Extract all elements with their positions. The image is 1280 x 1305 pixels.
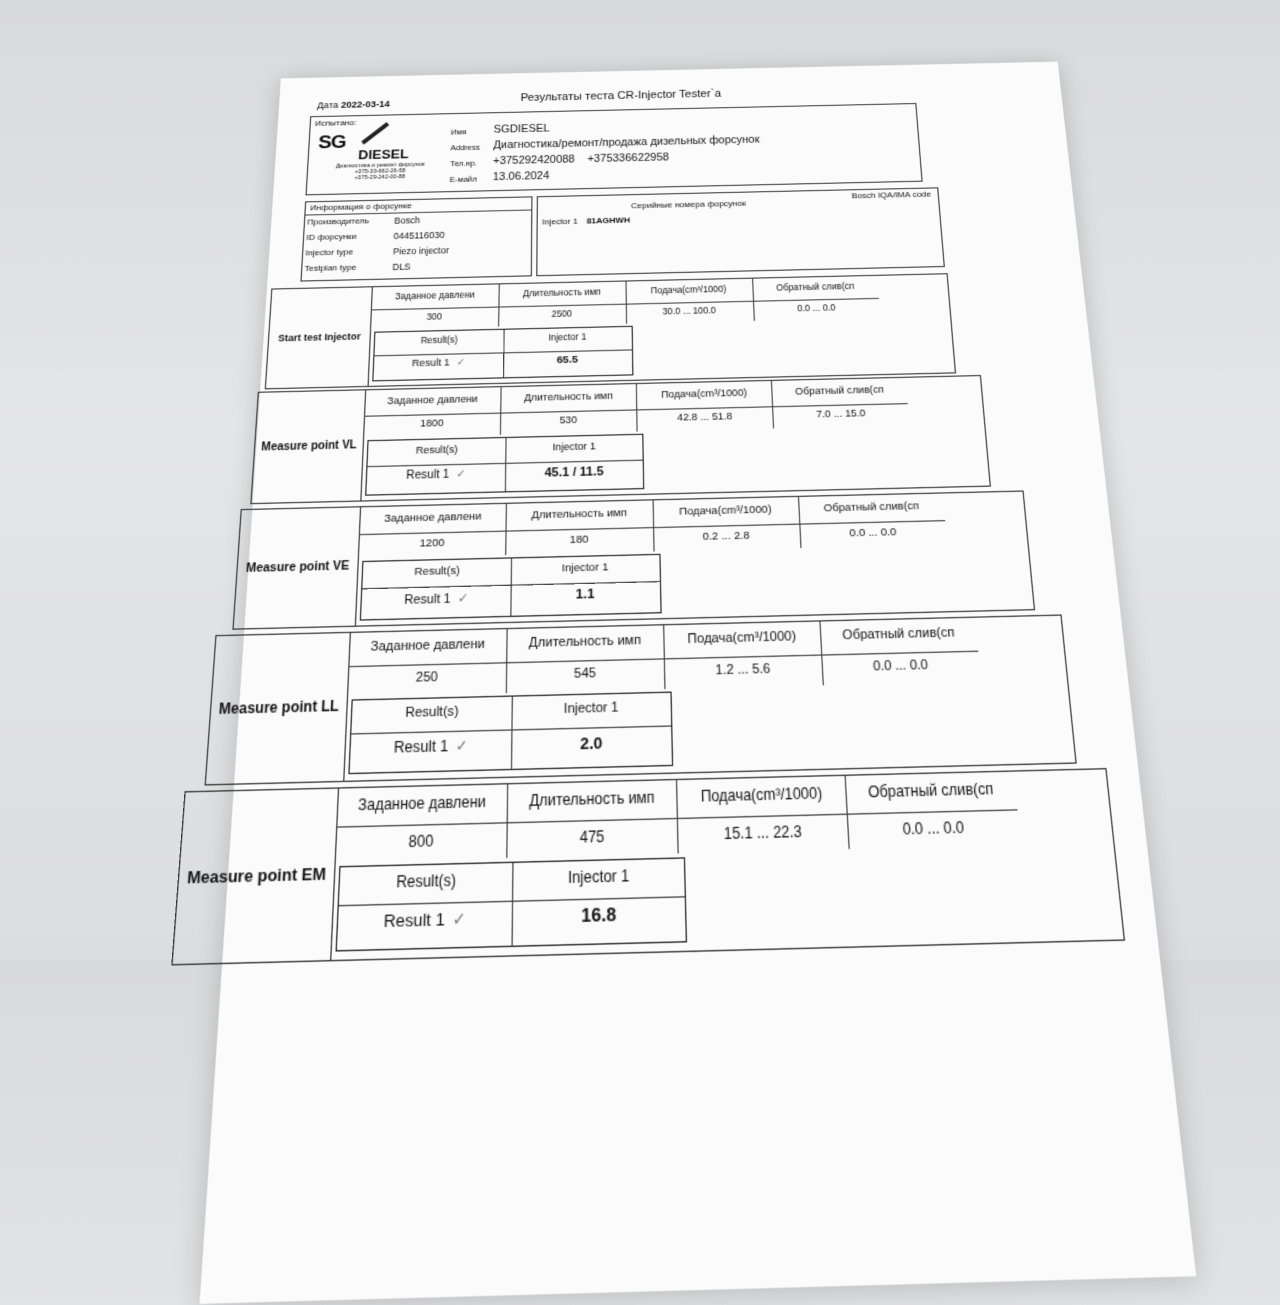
injector-header: Injector 1 bbox=[567, 866, 630, 887]
injector-info-box: Информация о форсунке Производитель Bosch ID форсунки 0445116030 Injector type Piezo injector Testplan type DLS bbox=[300, 196, 532, 281]
results-table bbox=[372, 326, 633, 382]
injector-info-title: Информация о форсунке bbox=[309, 201, 413, 213]
column-header: Подача(cm³/1000) bbox=[660, 386, 748, 400]
email-value: 13.06.2024 bbox=[492, 169, 550, 184]
results-table bbox=[348, 692, 673, 774]
results-header: Result(s) bbox=[415, 443, 458, 456]
test-section bbox=[250, 375, 991, 504]
name-value: SGDIESEL bbox=[493, 122, 550, 136]
results-divider bbox=[512, 863, 514, 946]
result-label bbox=[367, 467, 505, 483]
serial-numbers-header: Серийные номера форсунок bbox=[630, 198, 747, 211]
results-table bbox=[365, 434, 644, 496]
results-divider bbox=[511, 558, 513, 615]
column-value: 0.0 ... 0.0 bbox=[797, 302, 836, 314]
injector-header: Injector 1 bbox=[548, 332, 587, 343]
section-name: Measure point VL bbox=[252, 390, 367, 503]
column-header: Заданное давлени bbox=[394, 289, 475, 302]
section-name: Measure point EM bbox=[173, 789, 339, 964]
test-section bbox=[232, 490, 1035, 629]
name-label: Имя bbox=[450, 127, 467, 137]
column-value: 180 bbox=[569, 533, 589, 547]
column-value: 1800 bbox=[420, 417, 444, 430]
column-value: 1.2 ... 5.6 bbox=[715, 661, 771, 678]
injector-type-value: Piezo injector bbox=[392, 245, 450, 257]
column-value: 800 bbox=[408, 831, 434, 851]
phone-label: Тел.нр. bbox=[449, 158, 477, 169]
column-header: Заданное давлени bbox=[383, 510, 482, 526]
manufacturer-value: Bosch bbox=[394, 215, 421, 226]
column-header: Длительность имп bbox=[528, 633, 642, 651]
column-header: Подача(cm³/1000) bbox=[678, 503, 772, 519]
report-date: Дата 2022-03-14 bbox=[316, 99, 390, 111]
column-header: Длительность имп bbox=[529, 788, 655, 811]
report-title: Результаты теста CR-Injector Tester`a bbox=[520, 88, 722, 104]
section-name: Measure point LL bbox=[206, 633, 351, 784]
result-label bbox=[374, 356, 503, 371]
results-divider bbox=[503, 330, 505, 378]
column-header: Обратный слив(сп bbox=[867, 780, 994, 802]
results-header: Result(s) bbox=[404, 704, 459, 721]
injector-icon bbox=[361, 122, 389, 144]
result-value: 1.1 bbox=[575, 587, 595, 603]
results-header: Result(s) bbox=[420, 335, 458, 346]
column-divider bbox=[506, 629, 508, 693]
check-icon: ✓ bbox=[456, 467, 467, 481]
column-value: 530 bbox=[559, 414, 578, 427]
column-value: 30.0 ... 100.0 bbox=[662, 305, 717, 317]
address-value: Диагностика/ремонт/продажа дизельных форсунок bbox=[493, 133, 760, 152]
result-name: Result 1 bbox=[406, 468, 450, 482]
section-name: Start test Injector bbox=[266, 287, 373, 388]
test-section bbox=[171, 768, 1125, 965]
result-label bbox=[350, 736, 511, 758]
column-header: Длительность имп bbox=[522, 286, 601, 299]
test-section bbox=[205, 614, 1077, 785]
column-value: 0.0 ... 0.0 bbox=[901, 817, 965, 838]
column-header: Подача(cm³/1000) bbox=[687, 629, 797, 647]
check-icon: ✓ bbox=[457, 591, 469, 607]
column-value: 300 bbox=[426, 311, 443, 322]
injector-id-value: 0445116030 bbox=[393, 229, 445, 242]
results-divider bbox=[511, 697, 513, 769]
column-value: 0.2 ... 2.8 bbox=[702, 529, 750, 544]
results-divider bbox=[505, 438, 507, 491]
column-header: Заданное давлени bbox=[387, 393, 478, 407]
company-logo: SG DIESEL Диагностика и ремонт форсунок +375-33-662-26-58 +375-29-242-00-88 bbox=[313, 126, 444, 190]
column-header: Длительность имп bbox=[523, 389, 613, 404]
results-header: Result(s) bbox=[414, 564, 460, 579]
check-icon: ✓ bbox=[452, 908, 467, 930]
phone-value: +375292420088 +375336622958 bbox=[492, 151, 670, 168]
email-label: E-майл bbox=[449, 174, 478, 185]
address-label: Address bbox=[450, 142, 481, 153]
check-icon: ✓ bbox=[456, 356, 466, 368]
column-header: Подача(cm³/1000) bbox=[700, 784, 823, 806]
column-value: 250 bbox=[415, 669, 439, 686]
tested-by-box bbox=[306, 103, 923, 195]
column-value: 2500 bbox=[551, 308, 572, 319]
tested-by-label: Испытано: bbox=[314, 118, 357, 128]
results-header: Result(s) bbox=[395, 871, 457, 892]
testplan-type-value: DLS bbox=[392, 261, 411, 273]
result-value: 16.8 bbox=[581, 904, 617, 928]
column-value: 42.8 ... 51.8 bbox=[677, 410, 733, 424]
column-header: Длительность имп bbox=[531, 506, 627, 522]
column-header: Заданное давлени bbox=[370, 636, 485, 655]
column-value: 0.0 ... 0.0 bbox=[849, 525, 897, 540]
test-section bbox=[265, 273, 956, 389]
serial-numbers-box bbox=[536, 187, 945, 276]
column-header: Подача(cm³/1000) bbox=[650, 284, 727, 296]
result-name: Result 1 bbox=[404, 592, 451, 608]
result-value: 2.0 bbox=[580, 733, 603, 753]
injector-header: Injector 1 bbox=[552, 440, 596, 453]
column-value: 15.1 ... 22.3 bbox=[723, 821, 803, 843]
result-name: Result 1 bbox=[393, 737, 449, 757]
column-header: Обратный слив(сп bbox=[794, 383, 885, 397]
iqa-code-header: Bosch IQA/IMA code bbox=[851, 189, 932, 201]
injector-header: Injector 1 bbox=[561, 560, 609, 576]
serial-row: Injector 1 81AGHWH bbox=[542, 215, 631, 227]
result-name: Result 1 bbox=[411, 357, 450, 369]
test-report-sheet bbox=[186, 62, 1197, 1304]
result-label bbox=[361, 589, 510, 608]
column-value: 545 bbox=[573, 665, 597, 682]
column-header: Обратный слив(сп bbox=[775, 281, 855, 293]
column-value: 475 bbox=[579, 826, 605, 847]
result-value: 65.5 bbox=[556, 354, 579, 367]
column-value: 7.0 ... 15.0 bbox=[815, 407, 866, 421]
section-name: Measure point VE bbox=[234, 507, 361, 628]
column-header: Заданное давлени bbox=[357, 793, 487, 815]
result-value: 45.1 / 11.5 bbox=[544, 464, 604, 480]
result-label bbox=[338, 908, 512, 934]
injector-header: Injector 1 bbox=[563, 700, 619, 717]
check-icon: ✓ bbox=[455, 736, 469, 755]
column-value: 1200 bbox=[419, 536, 445, 551]
results-table bbox=[360, 554, 661, 621]
column-value: 0.0 ... 0.0 bbox=[872, 657, 929, 674]
column-header: Обратный слив(сп bbox=[842, 625, 955, 643]
results-table bbox=[336, 857, 688, 952]
column-header: Обратный слив(сп bbox=[823, 499, 920, 515]
result-name: Result 1 bbox=[383, 909, 446, 932]
